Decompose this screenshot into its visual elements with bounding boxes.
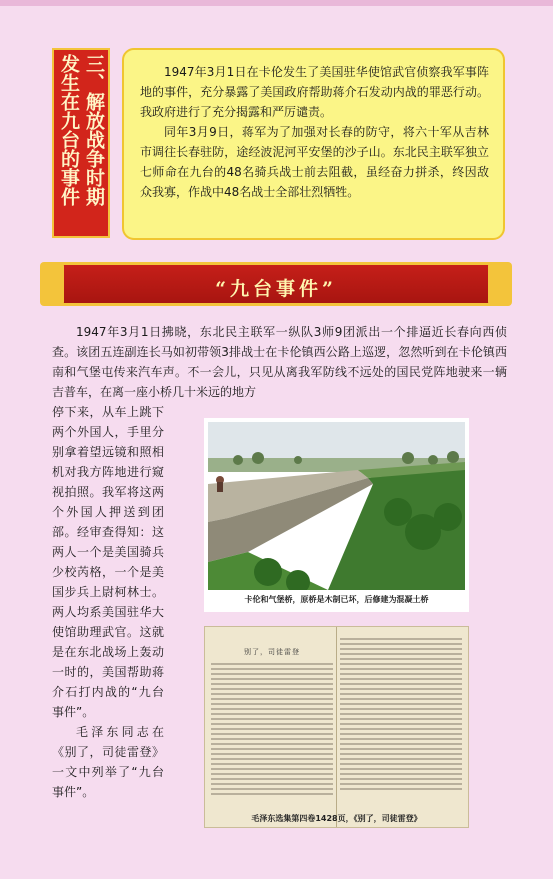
book-heading: 别了，司徒雷登 — [244, 648, 300, 656]
story-top — [52, 322, 507, 402]
story-paragraph-1: 1947年3月1日拂晓，东北民主联军一纵队3师9团派出一个排逼近长春向西侦查。该团五连副连长马如初带领3排战士在卡伦镇西公路上巡逻，忽然听到在卡伦镇西南和气堡屯传来汽车声。不一会儿，只见从离我军防线不远处的国民党阵地驶来一辆吉普车，在离一座小桥几十米远的地方 — [52, 325, 507, 399]
story-column — [52, 402, 164, 802]
title-banner — [50, 262, 502, 306]
intro-paragraph-1: 1947年3月1日在卡伦发生了美国驻华使馆武官侦察我军事阵地的事件，充分暴露了美国政府帮助蒋介石发动内战的罪恶行动。我政府进行了充分揭露和严厉谴责。 — [140, 65, 489, 119]
story-paragraph-3: 毛泽东同志在《别了，司徒雷登》一文中列举了“九台事件”。 — [52, 725, 164, 799]
section-label-subtitle: 发生在九台的事件 — [58, 54, 80, 206]
section-label — [52, 48, 110, 238]
bridge-photo — [204, 418, 469, 612]
photo-caption: 卡伦和气堡桥，原桥是木制已坏，后修建为混凝土桥 — [244, 595, 429, 604]
section-label-title: 三、解放战争时期 — [83, 54, 105, 206]
book-scan — [204, 626, 469, 828]
bridge-photo-image — [208, 422, 465, 590]
top-border — [0, 0, 553, 6]
book-spine — [336, 627, 337, 827]
story-paragraph-2: 停下来，从车上跳下两个外国人，手里分别拿着望远镜和照相机对我方阵地进行窥视拍照。我军将这两个外国人押送到团部。经审查得知：这两人一个是美国骑兵少校芮格，一个是美国步兵上尉柯林士。两人均系美国驻华大使馆助理武官。这就是在东北战场上轰动一时的，美国帮助蒋介石打内战的“九台事件”。 — [52, 405, 164, 719]
banner-title: “九台事件” — [215, 278, 337, 300]
intro-box — [122, 48, 505, 240]
book-left-page — [211, 635, 333, 815]
intro-paragraph-2: 同年3月9日，蒋军为了加强对长春的防守，将六十军从吉林市调往长春驻防，途经波泥河平安堡的沙子山。东北民主联军独立七师命在九台的48名骑兵战士前去阻截，虽经奋力拼杀，终因敌众我寡，作战中48名战士全部壮烈牺牲。 — [140, 125, 489, 199]
book-right-page — [340, 635, 462, 815]
book-caption: 毛泽东选集第四卷1428页，《别了，司徒雷登》 — [251, 814, 422, 823]
